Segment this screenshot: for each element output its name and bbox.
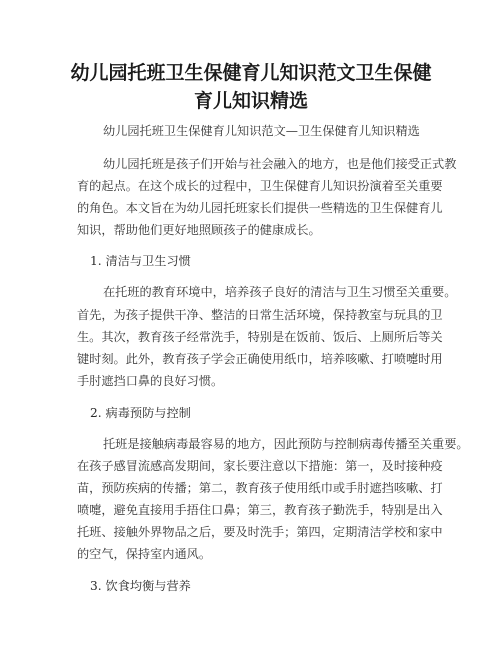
document-title-line-2: 育儿知识精选 — [193, 90, 308, 112]
section1-line: 键时刻。此外，教育孩子学会正确使用纸巾，培养咳嗽、打喷嚏时用 — [77, 352, 443, 366]
section1-line: 首先，为孩子提供干净、整洁的日常生活环境，保持教室与玩具的卫 — [77, 308, 443, 322]
section-heading-virus-prevention: 2. 病毒预防与控制 — [90, 406, 191, 420]
section1-line: 手肘遮挡口鼻的良好习惯。 — [77, 374, 224, 388]
document-subtitle: 幼儿园托班卫生保健育儿知识范文—卫生保健育儿知识精选 — [103, 124, 420, 138]
section2-line: 苗，预防疾病的传播；第二，教育孩子使用纸巾或手肘遮挡咳嗽、打 — [77, 481, 443, 495]
section-heading-diet-nutrition: 3. 饮食均衡与营养 — [90, 579, 191, 593]
document-title-line-1: 幼儿园托班卫生保健育儿知识范文卫生保健 — [70, 62, 432, 84]
section2-line: 托班是接触病毒最容易的地方，因此预防与控制病毒传播至关重要。 — [103, 437, 469, 451]
intro-line: 幼儿园托班是孩子们开始与社会融入的地方，也是他们接受正式教 — [103, 157, 457, 171]
intro-line: 育的起点。在这个成长的过程中，卫生保健育儿知识扮演着至关重要 — [77, 179, 443, 193]
section2-line: 在孩子感冒流感高发期间，家长要注意以下措施：第一，及时接种疫 — [77, 459, 443, 473]
section1-line: 在托班的教育环境中，培养孩子良好的清洁与卫生习惯至关重要。 — [103, 285, 457, 299]
section2-line: 的空气，保持室内通风。 — [77, 547, 212, 561]
section1-line: 生。其次，教育孩子经常洗手，特别是在饭前、饭后、上厕所后等关 — [77, 330, 443, 344]
intro-line: 的角色。本文旨在为幼儿园托班家长们提供一些精选的卫生保健育儿 — [77, 201, 443, 215]
section2-line: 托班、接触外界物品之后，要及时洗手；第四，定期清洁学校和家中 — [77, 525, 443, 539]
section-heading-cleanliness: 1. 清洁与卫生习惯 — [90, 254, 191, 268]
section2-line: 喷嚏，避免直接用手捂住口鼻；第三，教育孩子勤洗手，特别是出入 — [77, 503, 443, 517]
intro-line: 知识，帮助他们更好地照顾孩子的健康成长。 — [77, 223, 321, 237]
